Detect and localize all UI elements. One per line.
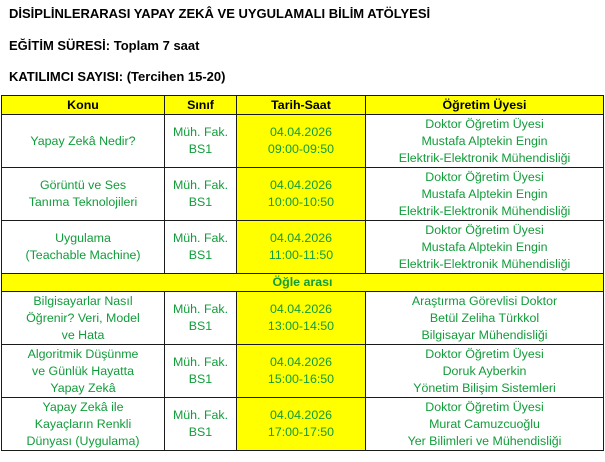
datetime-cell [237,168,366,221]
topic-line: Uygulama [55,231,111,245]
datetime-cell [237,292,366,345]
document-title: DİSİPLİNLERARASI YAPAY ZEKÂ VE UYGULAMALI BİLİM ATÖLYESİ [9,6,431,21]
time-line: 09:00-09:50 [267,142,335,156]
instructor-name: Betül Zeliha Türkkol [429,310,540,325]
column-header-datetime: Tarih-Saat [237,96,366,115]
date-line: 04.04.2026 [269,125,332,139]
lunch-break-row [2,274,604,292]
time-line: 11:00-11:50 [268,248,334,262]
class-cell [165,292,237,345]
class-cell [165,221,237,274]
class-line: Müh. Fak. [172,355,229,369]
topic-cell [2,398,165,451]
topic-line: Tanıma Teknolojileri [28,195,138,209]
table-row [2,168,604,221]
class-line: BS1 [188,195,213,209]
date-line: 04.04.2026 [269,178,332,192]
training-duration: EĞİTİM SÜRESİ: Toplam 7 saat [9,38,200,53]
date-line: 04.04.2026 [269,302,332,316]
column-header-topic: Konu [2,96,165,115]
topic-line: Görüntü ve Ses [39,178,127,192]
instructor-name: Mustafa Alptekin Engin [421,186,548,201]
time-line: 17:00-17:50 [267,425,335,439]
instructor-title: Doktor Öğretim Üyesi [425,346,544,361]
class-line: BS1 [188,372,213,386]
instructor-department: Elektrik-Elektronik Mühendisliği [398,150,571,165]
topic-line: Öğrenir? Veri, Model [26,310,140,325]
class-cell [165,168,237,221]
topic-line: Dünyası (Uygulama) [26,433,140,448]
instructor-name: Mustafa Alptekin Engin [421,133,548,148]
class-line: BS1 [188,248,213,262]
topic-cell [2,292,165,345]
date-line: 04.04.2026 [269,408,332,422]
topic-cell [2,115,165,168]
instructor-department: Yönetim Bilişim Sistemleri [413,380,556,395]
table-row [2,115,604,168]
class-line: Müh. Fak. [172,408,229,422]
instructor-cell [366,115,604,168]
datetime-cell [237,115,366,168]
topic-line: ve Günlük Hayatta [32,363,134,378]
datetime-cell [237,398,366,451]
class-line: Müh. Fak. [172,178,229,192]
class-line: BS1 [188,319,213,333]
instructor-name: Doruk Ayberkin [442,363,527,378]
instructor-department: Yer Bilimleri ve Mühendisliği [407,433,562,448]
instructor-title: Doktor Öğretim Üyesi [425,399,544,414]
table-row [2,221,604,274]
class-line: BS1 [188,142,213,156]
instructor-cell [366,292,604,345]
column-header-instructor: Öğretim Üyesi [366,96,604,115]
instructor-name: Mustafa Alptekin Engin [421,239,548,254]
topic-line: Yapay Zekâ [50,380,116,395]
instructor-department: Elektrik-Elektronik Mühendisliği [398,203,571,218]
class-cell [165,115,237,168]
instructor-department: Elektrik-Elektronik Mühendisliği [398,256,571,271]
instructor-title: Doktor Öğretim Üyesi [425,116,544,131]
instructor-title: Doktor Öğretim Üyesi [425,222,544,237]
topic-line: (Teachable Machine) [25,248,141,262]
class-cell [165,398,237,451]
class-line: Müh. Fak. [172,231,229,245]
time-line: 10:00-10:50 [267,195,335,209]
participant-count: KATILIMCI SAYISI: (Tercihen 15-20) [9,69,226,84]
instructor-title: Araştırma Görevlisi Doktor [411,293,558,308]
topic-line: Kayaçların Renkli [34,416,132,431]
class-line: BS1 [188,425,213,439]
schedule-table [1,95,604,451]
instructor-cell [366,398,604,451]
topic-line: Yapay Zekâ ile [42,399,124,414]
class-line: Müh. Fak. [172,302,229,316]
date-line: 04.04.2026 [269,355,332,369]
topic-cell [2,345,165,398]
instructor-name: Murat Camuzcuoğlu [429,416,540,431]
instructor-cell [366,345,604,398]
datetime-cell [237,345,366,398]
lunch-break-label: Öğle arası [2,274,604,292]
topic-line: Yapay Zekâ Nedir? [30,133,136,148]
table-row [2,398,604,451]
date-line: 04.04.2026 [269,231,332,245]
instructor-cell [366,168,604,221]
class-line: Müh. Fak. [172,125,229,139]
instructor-department: Bilgisayar Mühendisliği [421,327,548,342]
topic-cell [2,221,165,274]
topic-line: ve Hata [61,327,105,342]
topic-cell [2,168,165,221]
table-row [2,292,604,345]
class-cell [165,345,237,398]
topic-line: Bilgisayarlar Nasıl [33,293,133,308]
table-row [2,345,604,398]
time-line: 13:00-14:50 [267,319,335,333]
instructor-cell [366,221,604,274]
topic-line: Algoritmik Düşünme [27,346,139,361]
time-line: 15:00-16:50 [267,372,335,386]
datetime-cell [237,221,366,274]
table-header-row [2,96,604,115]
column-header-class: Sınıf [165,96,237,115]
instructor-title: Doktor Öğretim Üyesi [425,169,544,184]
